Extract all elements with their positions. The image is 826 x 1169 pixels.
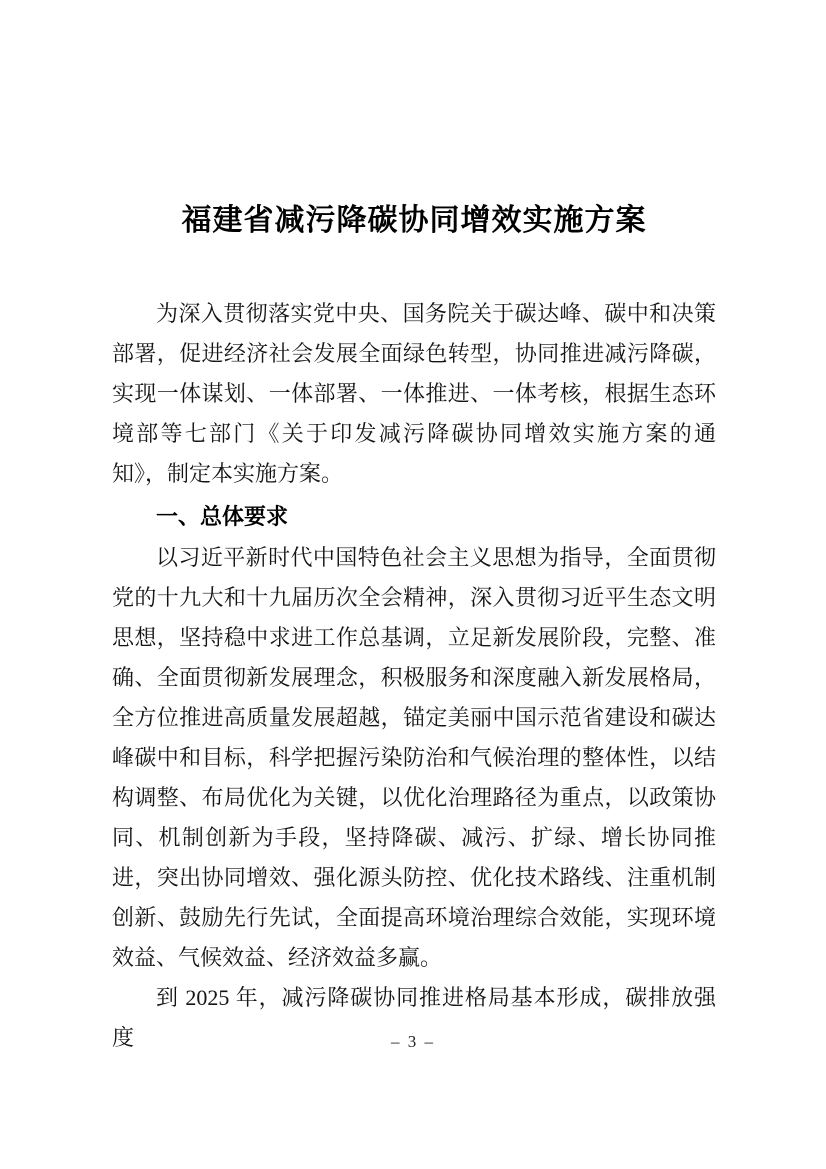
- page-number: – 3 –: [391, 1032, 435, 1051]
- document-title: 福建省减污降碳协同增效实施方案: [181, 204, 647, 237]
- paragraph-2025-goal: 到 2025 年，减污降碳协同推进格局基本形成，碳排放强度: [112, 985, 716, 1050]
- paragraph-intro: 为深入贯彻落实党中央、国务院关于碳达峰、碳中和决策部署，促进经济社会发展全面绿色转型，协同推进减污降碳，实现一体谋划、一体部署、一体推进、一体考核，根据生态环境部等七部门《关于印发减污降碳协同增效实施方案的通知》，制定本实施方案。: [112, 301, 716, 486]
- paragraph-guiding-ideology: 以习近平新时代中国特色社会主义思想为指导，全面贯彻党的十九大和十九届历次全会精神，深入贯彻习近平生态文明思想，坚持稳中求进工作总基调，立足新发展阶段，完整、准确、全面贯彻新发展理念，积极服务和深度融入新发展格局，全方位推进高质量发展超越，锚定美丽中国示范省建设和碳达峰碳中和目标，科学把握污染防治和气候治理的整体性，以结构调整、布局优化为关键，以优化治理路径为重点，以政策协同、机制创新为手段，坚持降碳、减污、扩绿、增长协同推进，突出协同增效、强化源头防控、优化技术路线、注重机制创新、鼓励先行先试，全面提高环境治理综合效能，实现环境效益、气候效益、经济效益多赢。: [112, 545, 716, 970]
- document-content: [112, 0, 716, 1058]
- section-heading-overall-requirements: 一、总体要求: [156, 504, 289, 529]
